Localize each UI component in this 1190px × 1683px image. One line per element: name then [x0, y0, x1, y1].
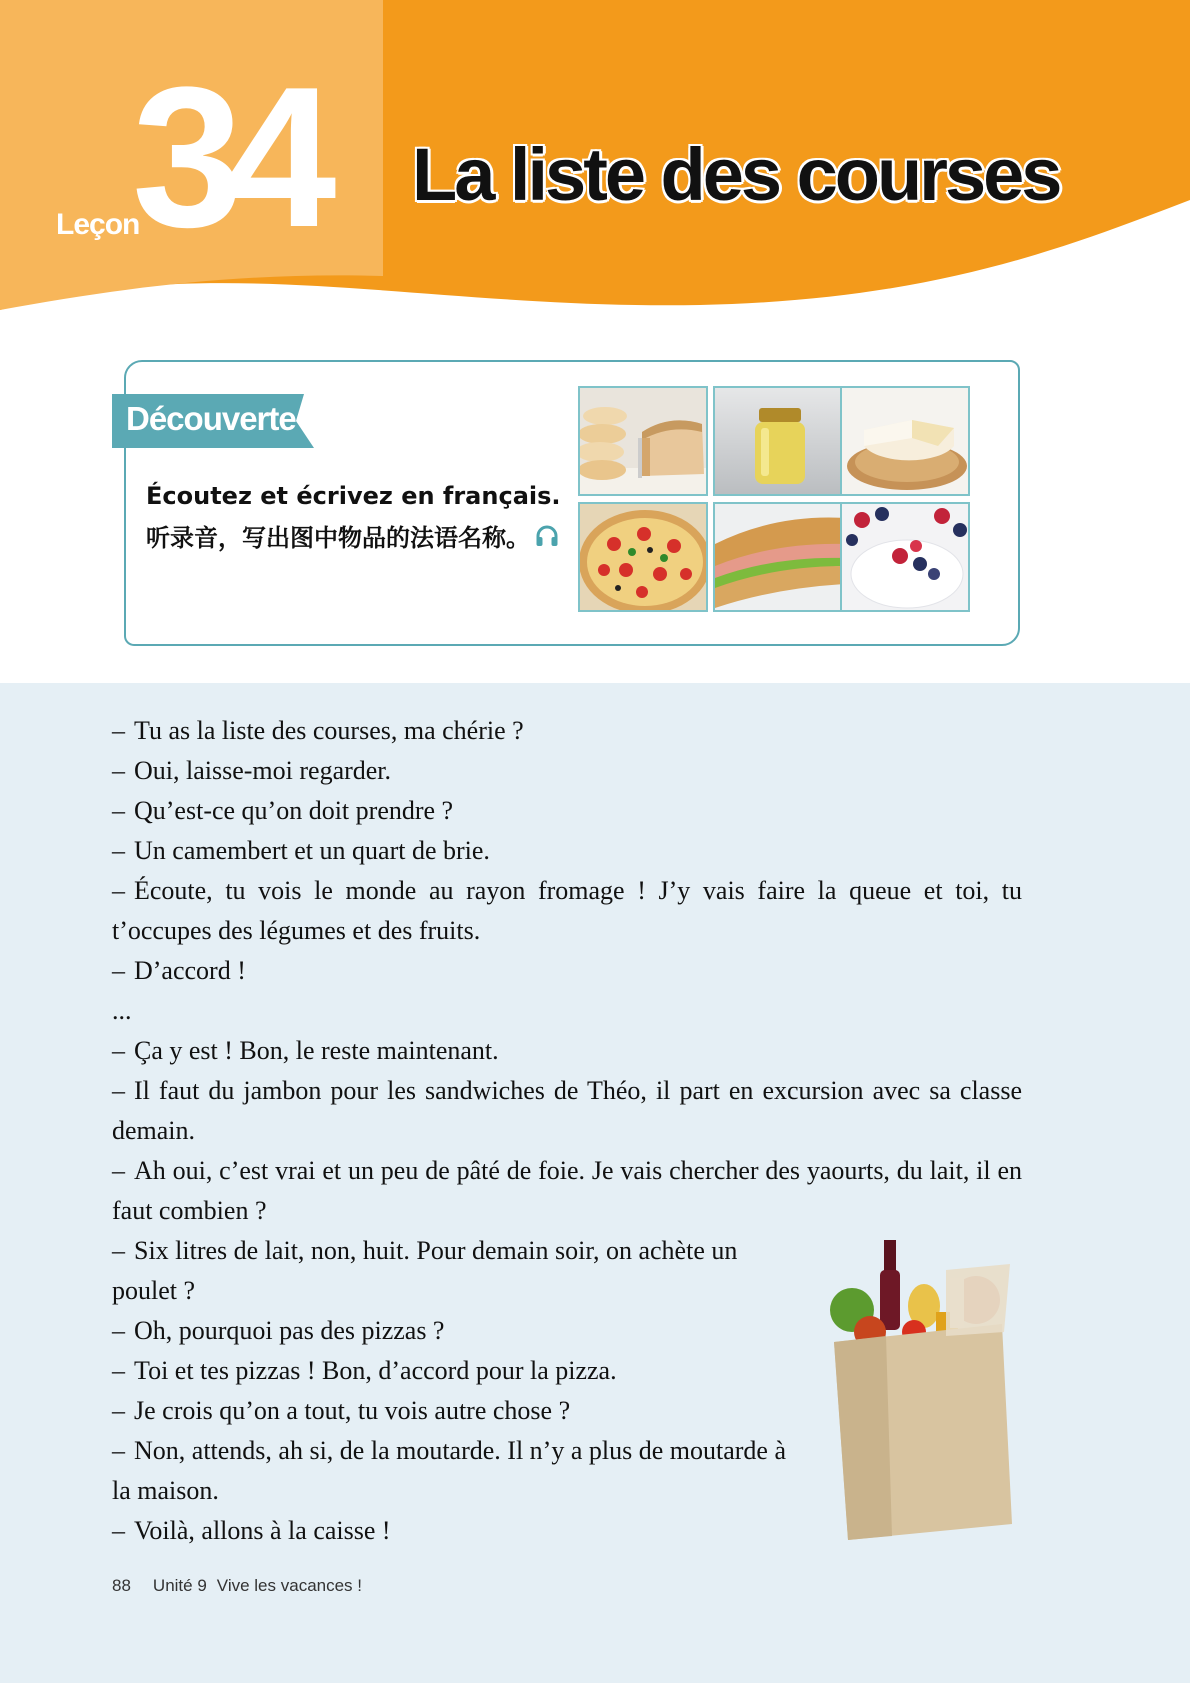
instruction-chinese-row [146, 518, 560, 553]
dialogue-line: – Je crois qu’on a tout, tu vois autre chose ? [112, 1396, 571, 1425]
dialogue-line: – Tu as la liste des courses, ma chérie ? [112, 716, 524, 745]
dialogue-line: – Un camembert et un quart de brie. [112, 836, 490, 865]
dialogue-line: – Six litres de lait, non, huit. Pour demain soir, on achète un poulet ? [112, 1236, 738, 1305]
mustard-jar-photo [713, 386, 843, 496]
lecon-label: Leçon [56, 208, 140, 241]
unit-info [153, 1576, 362, 1596]
dialogue-line: – Il faut du jambon pour les sandwiches de Théo, il part en excursion avec sa classe demain. [112, 1076, 1022, 1145]
unit-label: Unité 9 [152, 1576, 207, 1595]
instruction-french: Écoutez et écrivez en français. [146, 482, 561, 510]
lesson-header [0, 0, 1190, 330]
dialogue-line: – Toi et tes pizzas ! Bon, d’accord pour la pizza. [112, 1356, 617, 1385]
pizza-photo [578, 502, 708, 612]
headphone-icon[interactable] [534, 523, 560, 549]
baguette-sandwich-photo [713, 502, 843, 612]
grocery-bag-image [826, 1240, 1016, 1540]
dialogue-line: – Voilà, allons à la caisse ! [112, 1516, 391, 1545]
unit-title: Vive les vacances ! [216, 1576, 363, 1595]
dialogue-line: – Ah oui, c’est vrai et un peu de pâté de foie. Je vais chercher des yaourts, du lait, il en faut combien ? [112, 1156, 1022, 1225]
dialogue-line: – Non, attends, ah si, de la moutarde. Il n’y a plus de moutarde à la maison. [112, 1436, 786, 1505]
yogurt-berries-photo [840, 502, 970, 612]
dialogue-line: – Oui, laisse-moi regarder. [112, 756, 392, 785]
instruction-chinese: 听录音，写出图中物品的法语名称。 [146, 524, 530, 552]
lesson-title: La liste des courses [412, 133, 1060, 216]
decouverte-tag [112, 394, 314, 448]
page-number: 88 [112, 1576, 131, 1595]
dialogue-line: – Écoute, tu vois le monde au rayon fromage ! J’y vais faire la queue et toi, tu t’occupes des légumes et des fruits. [112, 876, 1022, 945]
decouverte-label: Découverte [126, 400, 296, 437]
dialogue-line: – Qu’est-ce qu’on doit prendre ? [112, 796, 454, 825]
dialogue-line: – D’accord ! [112, 956, 246, 985]
dialogue-line: – Oh, pourquoi pas des pizzas ? [112, 1316, 445, 1345]
page-footer [112, 1576, 362, 1596]
brie-cheese-photo [840, 386, 970, 496]
foie-gras-photo [578, 386, 708, 496]
dialogue-line: – Ça y est ! Bon, le reste maintenant. [112, 1036, 499, 1065]
dialogue-ellipsis: ... [112, 996, 132, 1025]
lesson-number: 34 [132, 46, 319, 269]
